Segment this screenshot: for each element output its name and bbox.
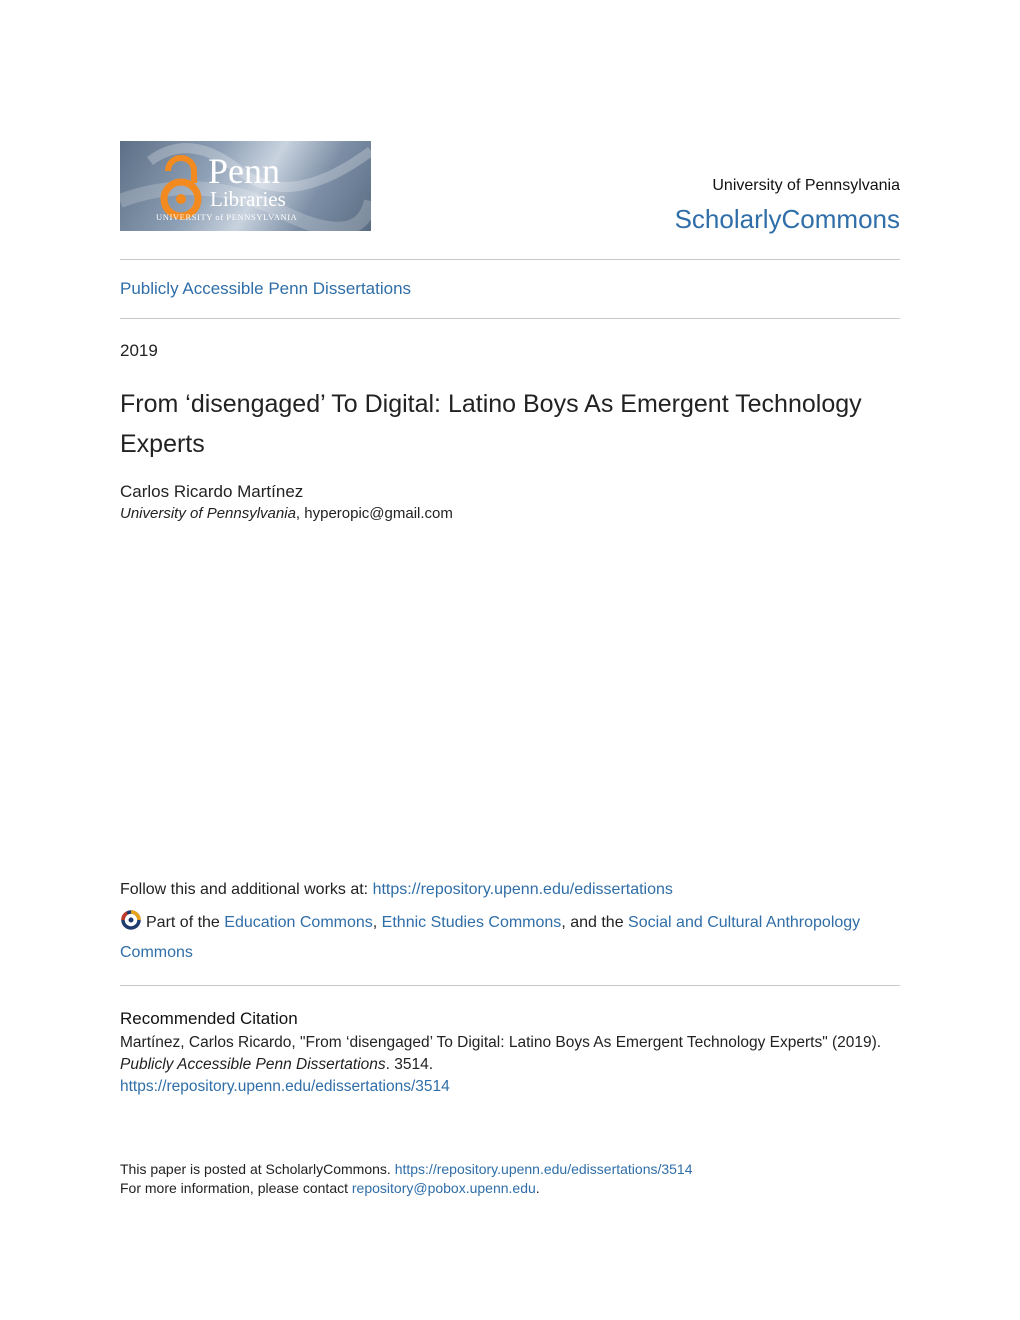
- citation-number: . 3514.: [385, 1056, 434, 1073]
- divider: [120, 318, 900, 319]
- footer-email-link[interactable]: repository@pobox.upenn.edu: [351, 1180, 536, 1196]
- footer-posted-text: This paper is posted at ScholarlyCommons.: [120, 1161, 395, 1177]
- social-cultural-anthropology-commons-link[interactable]: Social and Cultural Anthropology Commons: [120, 914, 861, 961]
- part-of-line: [120, 909, 900, 966]
- citation-journal: Publicly Accessible Penn Dissertations: [120, 1056, 386, 1073]
- collection-url-link[interactable]: https://repository.upenn.edu/edissertations: [372, 881, 673, 898]
- logo-penn-text: Penn: [208, 151, 280, 191]
- author-affiliation: [120, 505, 453, 522]
- divider: [120, 259, 900, 260]
- author-email: , hyperopic@gmail.com: [295, 505, 453, 522]
- citation-text: Martínez, Carlos Ricardo, "From ‘disengaged’ To Digital: Latino Boys As Emergent Technology Experts" (2019).: [120, 1034, 882, 1051]
- bepress-commons-icon: [120, 910, 142, 939]
- publication-year: 2019: [120, 341, 158, 360]
- author-name: Carlos Ricardo Martínez: [120, 482, 304, 501]
- footer-contact-text: For more information, please contact: [120, 1180, 352, 1196]
- part-of-sep1: ,: [372, 914, 382, 931]
- ethnic-studies-commons-link[interactable]: Ethnic Studies Commons: [381, 914, 562, 931]
- part-of-sep2: , and the: [561, 914, 629, 931]
- institution-name: University of Pennsylvania: [712, 177, 900, 194]
- affiliation-university: University of Pennsylvania: [120, 505, 296, 522]
- citation-url-link[interactable]: https://repository.upenn.edu/edissertations/3514: [120, 1078, 450, 1095]
- follow-line: [120, 881, 673, 899]
- paper-title: From ‘disengaged’ To Digital: Latino Boys As Emergent Technology Experts: [120, 390, 862, 458]
- logo-university-text: UNIVERSITY of PENNSYLVANIA: [156, 212, 298, 222]
- part-of-prefix: Part of the: [146, 914, 225, 931]
- footer-paper-url-link[interactable]: https://repository.upenn.edu/edissertations/3514: [394, 1161, 693, 1177]
- follow-label: Follow this and additional works at:: [120, 881, 373, 898]
- footer-end: .: [535, 1180, 540, 1196]
- education-commons-link[interactable]: Education Commons: [224, 914, 373, 931]
- cover-page: [120, 0, 900, 1320]
- footer: [120, 1160, 900, 1198]
- divider: [120, 985, 900, 986]
- citation-body: [120, 1032, 900, 1098]
- scholarlycommons-link[interactable]: ScholarlyCommons: [674, 204, 900, 234]
- penn-libraries-logo[interactable]: [120, 141, 371, 231]
- citation-heading: Recommended Citation: [120, 1009, 298, 1028]
- logo-libraries-text: Libraries: [210, 187, 286, 211]
- series-link[interactable]: Publicly Accessible Penn Dissertations: [120, 279, 412, 298]
